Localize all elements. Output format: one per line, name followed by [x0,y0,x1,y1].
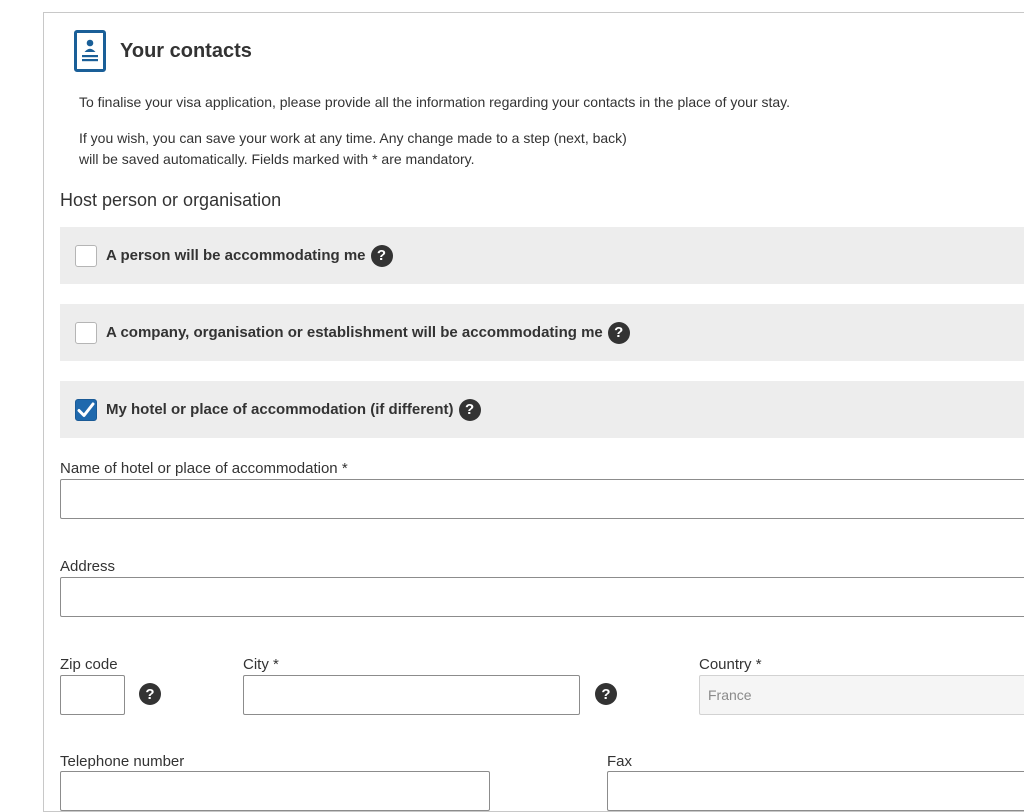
zip-input[interactable] [60,675,125,715]
zip-help-icon[interactable]: ? [139,683,161,705]
option-person-label: A person will be accommodating me [106,247,366,264]
country-field: France [699,675,1024,715]
checkbox-company[interactable] [75,322,97,344]
option-hotel-label: My hotel or place of accommodation (if different) [106,401,454,418]
option-company[interactable] [60,304,1024,361]
telephone-label: Telephone number [60,753,185,770]
option-person[interactable] [60,227,1024,284]
city-label: City * [243,656,279,673]
country-label: Country * [699,656,762,673]
address-input[interactable] [60,577,1024,617]
intro-text: To finalise your visa application, please provide all the information regarding your contacts in the place of your stay. [79,94,791,110]
option-hotel[interactable] [60,381,1024,438]
city-input[interactable] [243,675,580,715]
option-company-label: A company, organisation or establishment will be accommodating me [106,324,603,341]
save-info-line1: If you wish, you can save your work at any time. Any change made to a step (next, back) [79,130,627,146]
city-help-icon[interactable]: ? [595,683,617,705]
zip-label: Zip code [60,656,118,673]
question-circle-icon[interactable]: ? [459,399,481,421]
page-title: Your contacts [120,39,252,62]
section-header [74,30,252,72]
contact-card-icon [74,30,106,72]
hotel-name-input[interactable] [60,479,1024,519]
checkbox-hotel[interactable] [75,399,97,421]
fax-label: Fax [607,753,633,770]
checkmark-icon [77,402,95,418]
hotel-name-label: Name of hotel or place of accommodation * [60,460,348,477]
telephone-input[interactable] [60,771,490,811]
save-info-line2: will be saved automatically. Fields marked with * are mandatory. [79,151,475,167]
question-circle-icon[interactable]: ? [608,322,630,344]
address-label: Address [60,558,116,575]
fax-input[interactable] [607,771,1024,811]
checkbox-person[interactable] [75,245,97,267]
question-circle-icon[interactable]: ? [371,245,393,267]
host-section-label: Host person or organisation [60,190,282,210]
